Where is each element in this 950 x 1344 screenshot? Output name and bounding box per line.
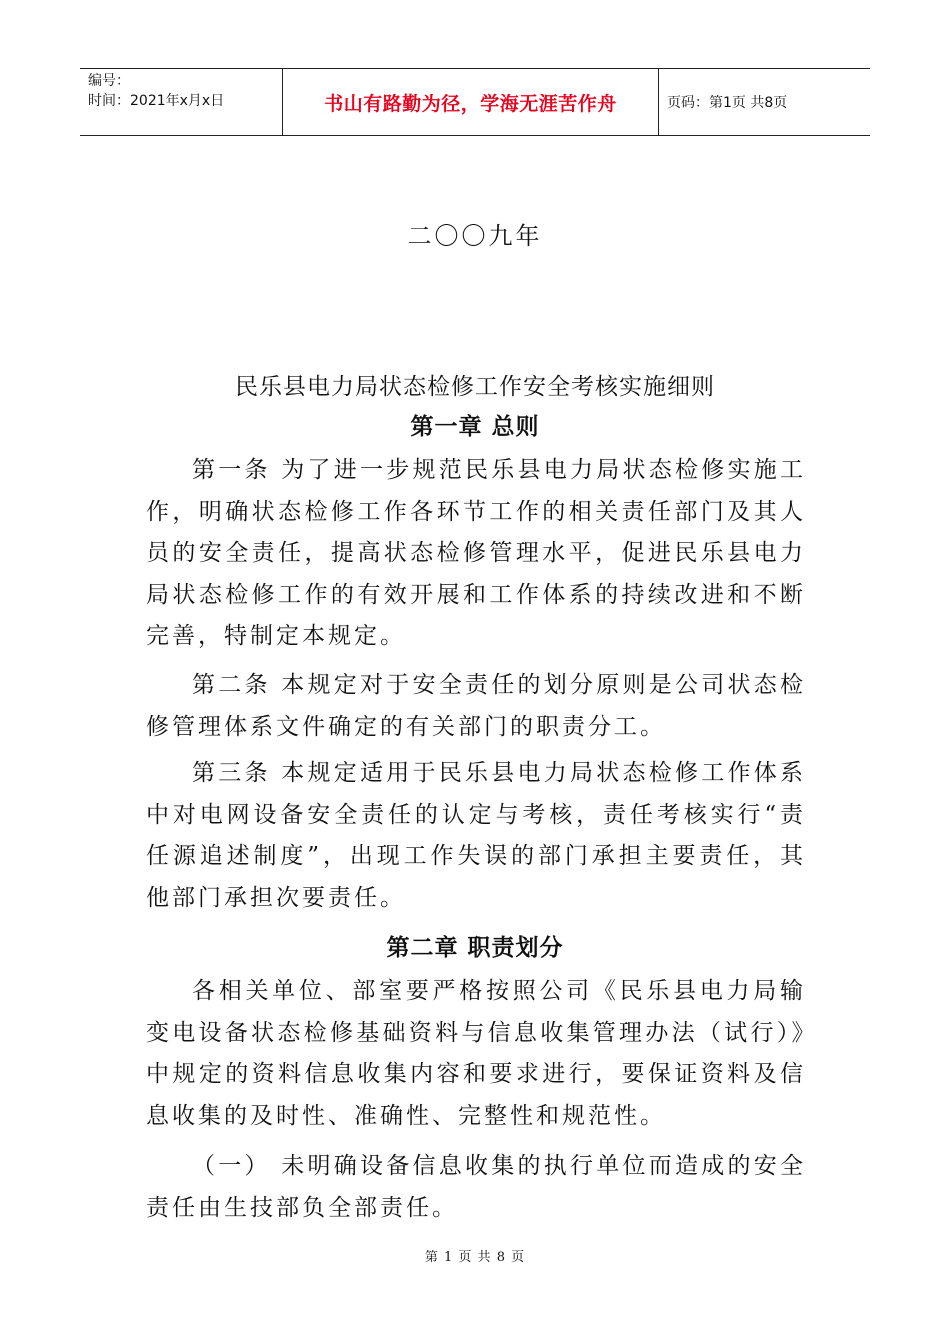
header-motto: 书山有路勤为径，学海无涯苦作舟 xyxy=(283,69,659,135)
document-time-label: 时间：2021年x月x日 xyxy=(88,93,225,109)
item-1: （一） 未明确设备信息收集的执行单位而造成的安全责任由生技部负全部责任。 xyxy=(146,1153,806,1221)
article-1: 第一条 为了进一步规范民乐县电力局状态检修实施工作，明确状态检修工作各环节工作的相关责任部门及其人员的安全责任，提高状态检修管理水平，促进民乐县电力局状态检修工作的有效开展和工作体系的持续改进和不断完善，特制定本规定。 xyxy=(146,457,806,649)
header-table xyxy=(80,68,870,136)
chapter-1-heading: 第一章 总则 xyxy=(410,414,540,440)
article-2: 第二条 本规定对于安全责任的划分原则是公司状态检修管理体系文件确定的有关部门的职责分工。 xyxy=(146,672,806,740)
paragraph-duties: 各相关单位、部室要严格按照公司《民乐县电力局输变电设备状态检修基础资料与信息收集管理办法（试行）》中规定的资料信息收集内容和要求进行，要保证资料及信息收集的及时性、准确性、完整性和规范性。 xyxy=(146,978,806,1129)
header-meta-cell xyxy=(80,69,283,135)
header-page-info: 页码：第1页 共8页 xyxy=(667,95,788,111)
chapter-2-heading: 第二章 职责划分 xyxy=(386,935,564,961)
document-number-label: 编号： xyxy=(88,73,130,89)
page-footer: 第 1 页 共 8 页 xyxy=(424,1250,526,1265)
year-heading: 二〇〇九年 xyxy=(407,222,543,250)
article-3: 第三条 本规定适用于民乐县电力局状态检修工作体系中对电网设备安全责任的认定与考核，责任考核实行“责任源追述制度”，出现工作失误的部门承担主要责任，其他部门承担次要责任。 xyxy=(146,760,806,911)
document-title: 民乐县电力局状态检修工作安全考核实施细则 xyxy=(235,374,715,400)
